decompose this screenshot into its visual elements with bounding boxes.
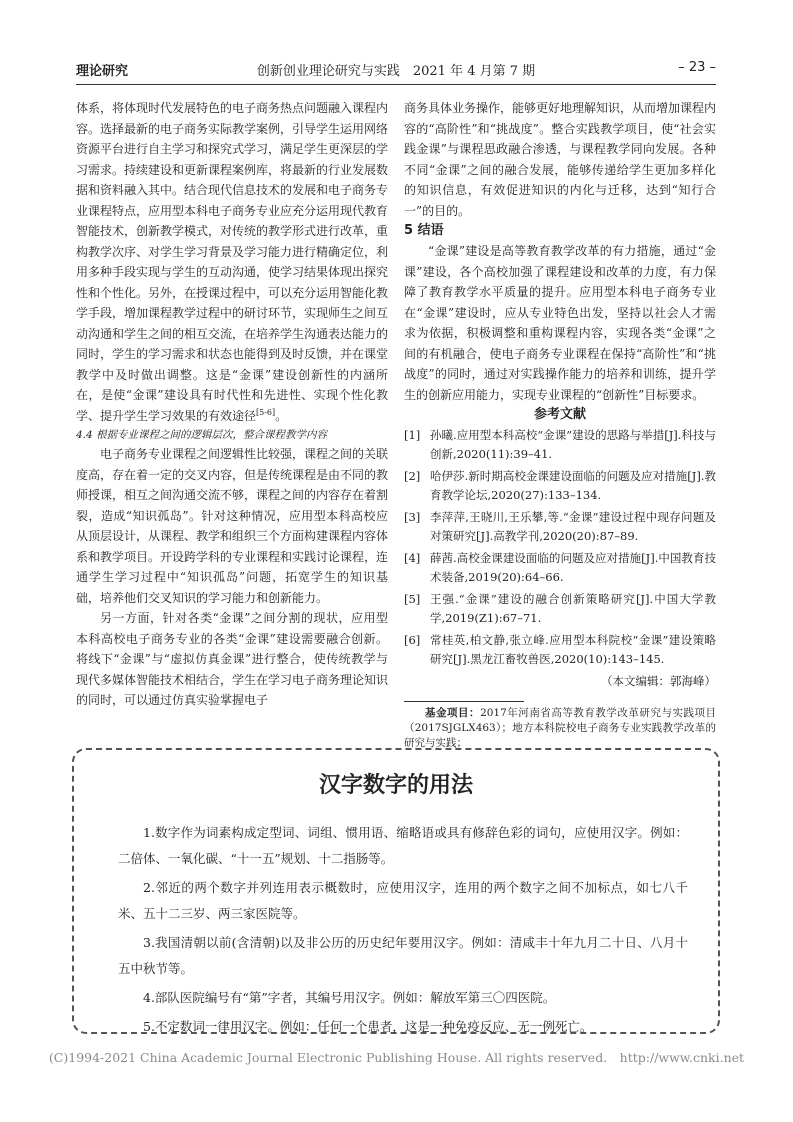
reference-item [404, 426, 716, 464]
reference-item [404, 508, 716, 546]
paragraph: 商务具体业务操作，能够更好地理解知识，从而增加课程内容的“高阶性”和“挑战度”。整合实践教学项目，使“社会实践金课”与课程思政融合渗透，与课程教学同向发展。各种不同“金课”之间的融合发展，能够传递给学生更加多样化的知识信息，有效促进知识的内化与迁移，达到“知行合一”的目的。 [404, 101, 717, 218]
citation: [5-6] [256, 407, 276, 417]
reference-item [404, 631, 716, 669]
notice-item: 5.不定数词一律用汉字。例如：任何一个患者，这是一种免疫反应、无一例死亡。 [143, 1019, 593, 1034]
paragraph-text: 体系，将体现时代发展特色的电子商务热点问题融入课程内容。选择最新的电子商务实际教学案例，引导学生运用网络资源平台进行自主学习和探究式学习，满足学生更深层的学习需求。持续建设和更新课程案例库，将最新的行业发展数据和资料融入其中。结合现代信息技术的发展和电子商务专业课程特点，应用型本科电子商务专业应充分运用现代教育智能技术，创新教学模式，对传统的教学形式进行改革，重构教学次序、对学生学习背景及学习能力进行精确定位，利用多种手段实现与学生的互动沟通，使学习结果体现出探究性和个性化。另外，在授课过程中，可以充分运用智能化教学手段，增加课程教学过程中的研讨环节，实现师生之间互动沟通和学生之间的相互交流，在培养学生沟通表达能力的同时，学生的学习需求和状态也能得到及时反馈，并在课堂教学中及时做出调整。这是“金课”建设创新性的内涵所在，是使“金课”建设具有时代性和先进性、实现个性化教学、提升学生学习效果的有效途径 [76, 101, 389, 423]
reference-item [404, 467, 716, 505]
reference-number: [6] [404, 632, 421, 647]
reference-list [404, 426, 716, 669]
reference-text: 哈伊莎.新时期高校金课建设面临的问题及应对措施[J].教育教学论坛,2020(27):133–134. [430, 468, 716, 502]
reference-number: [2] [404, 468, 421, 483]
references-title: 参考文献 [533, 407, 586, 422]
notice-item: 4.部队医院编号有“第”字者，其编号用汉字。例如：解放军第三〇四医院。 [143, 990, 556, 1005]
notice-title: 汉字数字的用法 [318, 773, 473, 798]
fund-divider [404, 701, 524, 702]
fund-note [404, 706, 716, 751]
notice-box [72, 748, 720, 1034]
left-column [76, 98, 388, 711]
subsection-heading: 4.4 根据专业课程之间的逻辑层次，整合课程教学内容 [76, 429, 328, 441]
journal-title: 创新创业理论研究与实践 2021 年 4 月第 7 期 [256, 64, 536, 79]
reference-number: [4] [404, 550, 421, 565]
reference-number: [1] [404, 427, 421, 442]
reference-number: [3] [404, 509, 421, 524]
running-header [76, 60, 716, 82]
reference-text: 李萍萍,王晓川,王乐攀,等.“金课”建设过程中现存问题及对策研究[J].高教学刊,2020(20):87–89. [430, 509, 716, 543]
reference-text: 常桂英,柏文静,张立峰.应用型本科院校“金课”建设策略研究[J].黑龙江畜牧兽医,2020(10):143–145. [430, 632, 716, 666]
right-column [404, 98, 716, 751]
reference-text: 孙曦.应用型本科高校“金课”建设的思路与举措[J].科技与创新,2020(11):39–41. [430, 427, 716, 461]
reference-text: 王强.“金课”建设的融合创新策略研究[J].中国大学教学,2019(Z1):67–71. [430, 591, 716, 625]
reference-item [404, 590, 716, 628]
reference-text: 薛茜.高校金课建设面临的问题及应对措施[J].中国教育技术装备,2019(20):64–66. [430, 550, 716, 584]
paragraph: 另一方面，针对各类“金课”之间分割的现状，应用型本科高校电子商务专业的各类“金课”建设需要融合创新。将线下“金课”与“虚拟仿真金课”进行整合，使传统教学与现代多媒体智能技术相结合，学生在学习电子商务理论知识的同时，可以通过仿真实验掌握电子 [76, 611, 389, 707]
reference-item [404, 549, 716, 587]
paragraph: 电子商务专业课程之间逻辑性比较强，课程之间的关联度高，存在着一定的交叉内容，但是传统课程是由不同的教师授课，相互之间沟通交流不够，课程之间的内容存在着割裂，造成“知识孤岛”。针对这种情况，应用型本科高校应从顶层设计，从课程、教学和组织三个方面构建课程内容体系和教学项目。开设跨学科的专业课程和实践讨论课程，连通学生学习过程中“知识孤岛”问题，拓宽学生的知识基础，培养他们交叉知识的学习能力和创新能力。 [76, 447, 389, 605]
fund-text: 2017年河南省高等教育教学改革研究与实践项目（2017SJGLX463）；地方本科院校电子商务专业实践教学改革的研究与实践； [404, 706, 716, 749]
paragraph [76, 98, 388, 426]
page-number: – 23 – [678, 60, 716, 75]
section-label: 理论研究 [76, 64, 129, 79]
section-heading: 5 结语 [404, 223, 444, 238]
notice-item: 1.数字作为词素构成定型词、词组、惯用语、缩略语或具有修辞色彩的词句，应使用汉字。例如：二倍体、一氧化碳、“十一五”规划、十二指肠等。 [118, 825, 688, 866]
paragraph: “金课”建设是高等教育教学改革的有力措施，通过“金课”建设，各个高校加强了课程建设和改革的力度，有力保障了教育教学水平质量的提升。应用型本科电子商务专业在“金课”建设时，应从专业特色出发，坚持以社会人才需求为依据，积极调整和重构课程内容，实现各类“金课”之间的有机融合，使电子商务专业课程在保持“高阶性”和“挑战度”的同时，通过对实践操作能力的培养和训练，提升学生的创新应用能力，实现专业课程的“创新性”目标要求。 [404, 244, 716, 402]
notice-item: 2.邻近的两个数字并列连用表示概数时，应使用汉字，连用的两个数字之间不加标点，如七八千米、五十二三岁、两三家医院等。 [118, 880, 688, 921]
copyright-footer: (C)1994-2021 China Academic Journal Electronic Publishing House. All rights reserved. http://www.cnki.net [48, 1050, 745, 1065]
fund-label: 基金项目： [425, 706, 481, 719]
paragraph-end: 。 [275, 408, 288, 423]
reference-number: [5] [404, 591, 421, 606]
notice-item: 3.我国清朝以前(含清朝)以及非公历的历史纪年要用汉字。例如：清咸丰十年九月二十日、八月十五中秋节等。 [118, 935, 688, 976]
editor-credit: （本文编辑：郭海峰） [601, 673, 716, 688]
header-rule [76, 84, 716, 85]
notice-body [118, 820, 688, 1043]
